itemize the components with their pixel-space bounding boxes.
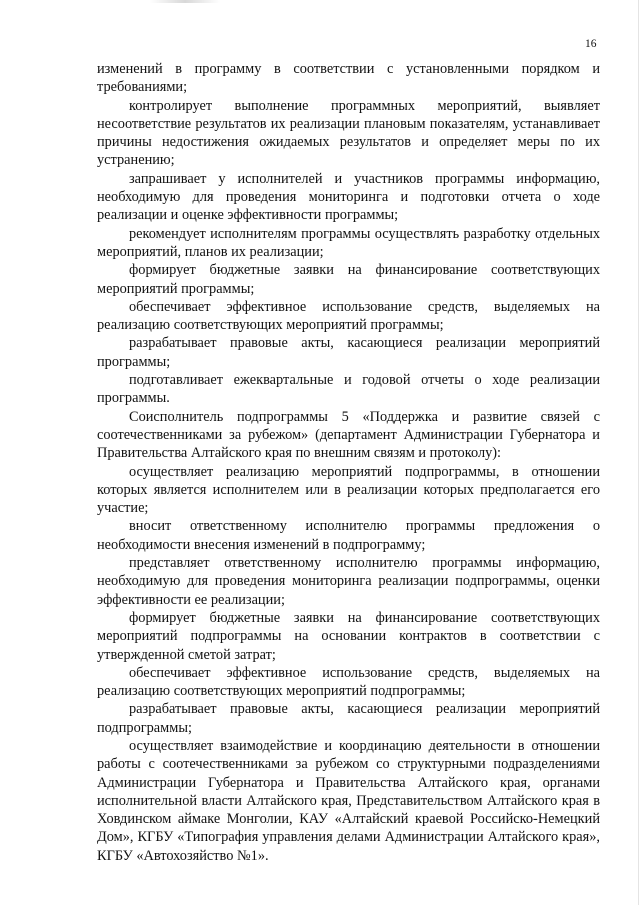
paragraph: запрашивает у исполнителей и участников программы информацию, необходимую для проведения мониторинга и подготовки отчета о ходе реализации и оценке эффективности программы; — [97, 170, 600, 224]
paragraph: представляет ответственному исполнителю программы информацию, необходимую для проведения мониторинга реализации подпрограммы, оценки эффективности ее реализации; — [97, 555, 600, 608]
paragraph: осуществляет реализацию мероприятий подпрограммы, в отношении которых является исполнителем или в реализации которых предполагается его участие; — [97, 463, 600, 517]
paragraph: вносит ответственному исполнителю программы предложения о необходимости внесения изменений в подпрограмму; — [97, 518, 600, 553]
document-body — [97, 60, 600, 865]
scan-smudge — [150, 0, 220, 3]
paragraph: разрабатывает правовые акты, касающиеся реализации мероприятий подпрограммы; — [97, 701, 600, 736]
paragraph: разрабатывает правовые акты, касающиеся реализации мероприятий программы; — [97, 335, 600, 370]
paragraph-heading: Соисполнитель подпрограммы 5 «Поддержка и развитие связей с соотечественниками за рубежом» (департамент Администрации Губернатора и Правительства Алтайского края по внешним связям и протоколу): — [97, 408, 600, 462]
paragraph: осуществляет взаимодействие и координацию деятельности в отношении работы с соотечественниками за рубежом со структурными подразделениями Администрации Губернатора и Правительства Алтайского края, органами исполнительной власти Алтайского края, Представительством Алтайского края в Ховдинском аймаке Монголии, КАУ «Алтайский краевой Российско-Немецкий Дом», КГБУ «Типография управления делами Администрации Алтайского края», КГБУ «Автохозяйство №1». — [97, 737, 600, 864]
paragraph: обеспечивает эффективное использование средств, выделяемых на реализацию соответствующих мероприятий программы; — [97, 298, 600, 334]
paragraph: контролирует выполнение программных мероприятий, выявляет несоответствие результатов их реализации плановым показателям, устанавливает причины недостижения ожидаемых результатов и определяет меры по их устранению; — [97, 97, 600, 169]
paragraph: обеспечивает эффективное использование средств, выделяемых на реализацию соответствующих мероприятий подпрограммы; — [97, 664, 600, 700]
paragraph: рекомендует исполнителям программы осуществлять разработку отдельных мероприятий, планов их реализации; — [97, 225, 600, 260]
paragraph: подготавливает ежеквартальные и годовой отчеты о ходе реализации программы. — [97, 372, 600, 407]
paragraph: изменений в программу в соответствии с установленными порядком и требованиями; — [97, 61, 600, 96]
page-number: 16 — [585, 38, 597, 50]
paragraph: формирует бюджетные заявки на финансирование соответствующих мероприятий программы; — [97, 262, 600, 297]
paragraph: формирует бюджетные заявки на финансирование соответствующих мероприятий подпрограммы на основании контрактов в соответствии с утвержденной сметой затрат; — [97, 609, 600, 663]
